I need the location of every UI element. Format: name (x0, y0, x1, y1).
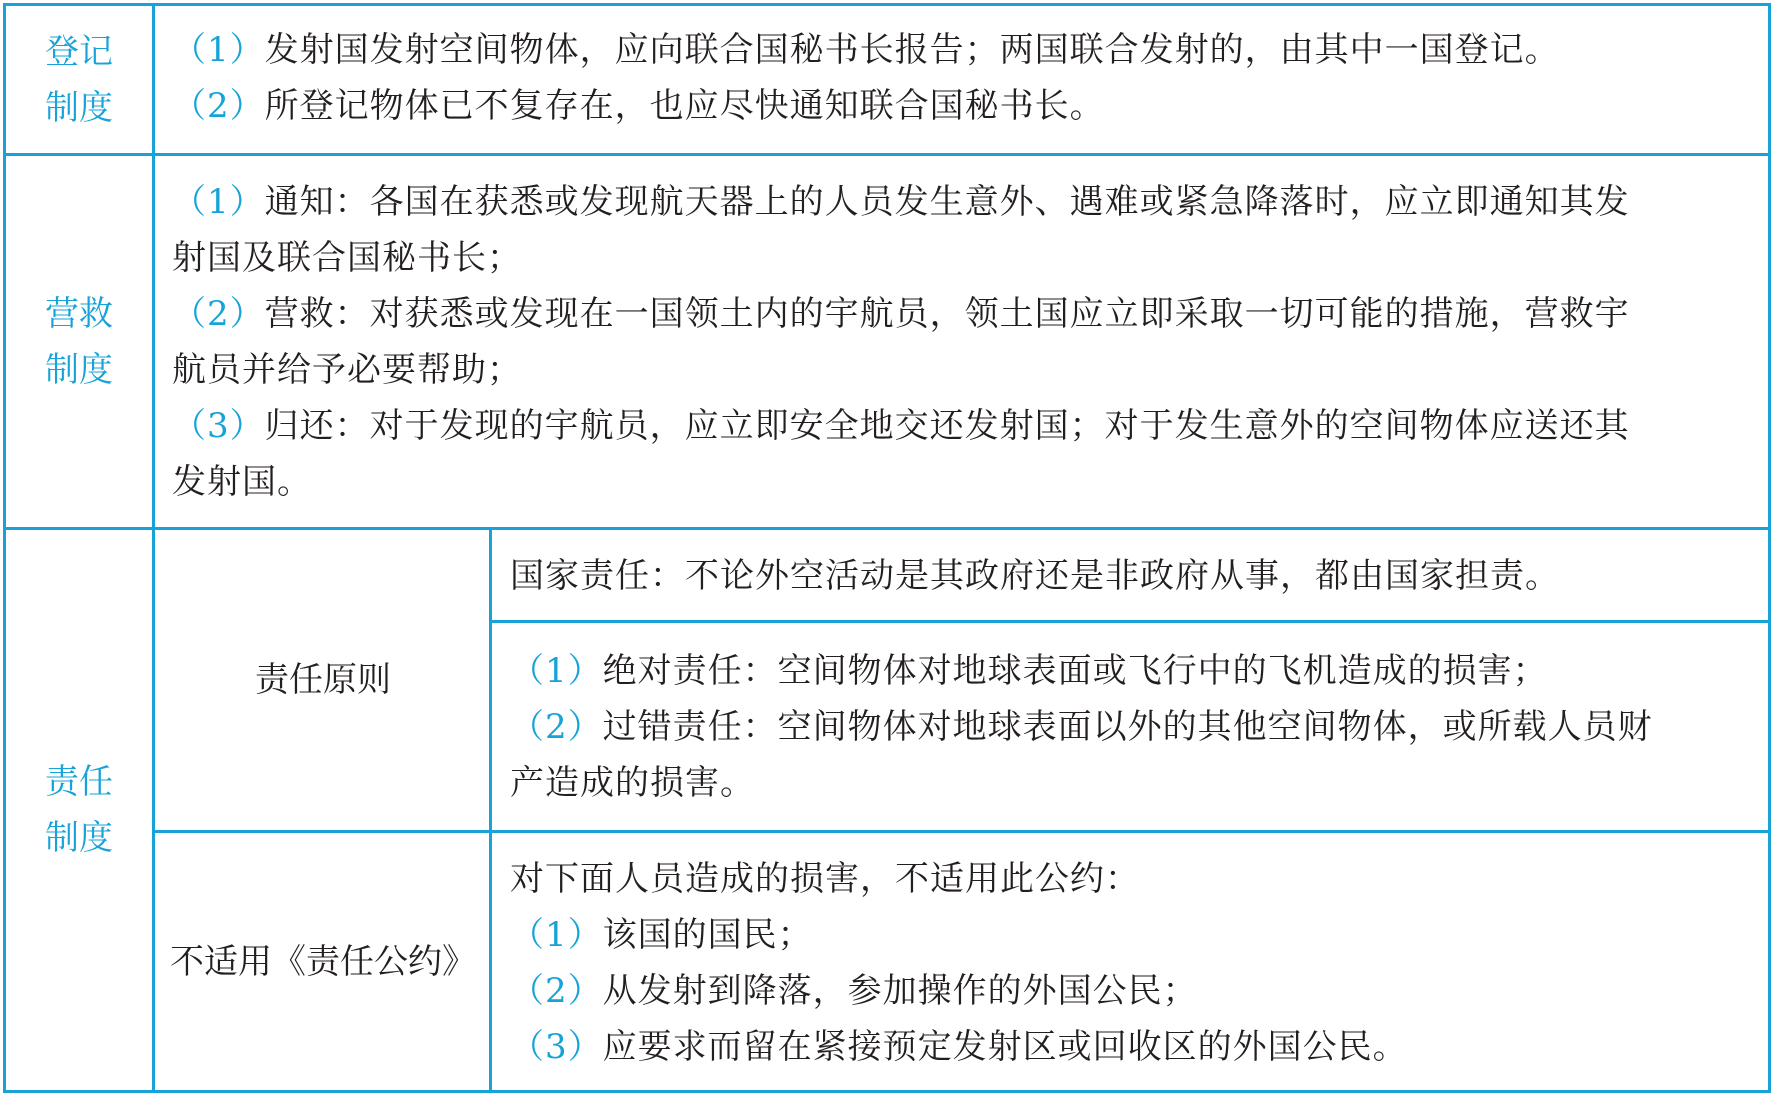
exclusion-content (510, 851, 1762, 1075)
registration-content (172, 22, 1762, 134)
row-divider-registration (6, 153, 1768, 156)
exclusion-line-2: （2）从发射到降落，参加操作的外国公民； (510, 971, 1198, 1011)
principle-line-3: 产造成的损害。 (510, 763, 755, 803)
exclusion-line-1: （1）该国的国民； (510, 915, 813, 955)
registration-line-1: （1）发射国发射空间物体，应向联合国秘书长报告；两国联合发射的，由其中一国登记。 (172, 30, 1560, 70)
rescue-line-5: （3）归还：对于发现的宇航员，应立即安全地交还发射国；对于发生意外的空间物体应送还其 (172, 406, 1630, 446)
subcategory-liability-exclusion: 不适用《责任公约》 (170, 941, 476, 982)
rescue-content (172, 174, 1762, 510)
rescue-line-6: 发射国。 (172, 462, 312, 502)
category-liability: 责任制度 (45, 762, 113, 858)
rescue-line-2: 射国及联合国秘书长； (172, 238, 522, 278)
rescue-line-4: 航员并给予必要帮助； (172, 350, 522, 390)
principle-line-1: （1）绝对责任：空间物体对地球表面或飞行中的飞机造成的损害； (510, 651, 1548, 691)
principle-content (510, 643, 1762, 811)
rescue-line-1: （1）通知：各国在获悉或发现航天器上的人员发生意外、遇难或紧急降落时，应立即通知其发 (172, 182, 1630, 222)
state-responsibility: 国家责任：不论外空活动是其政府还是非政府从事，都由国家担责。 (510, 556, 1560, 596)
category-rescue: 营救制度 (45, 293, 113, 390)
rescue-line-3: （2）营救：对获悉或发现在一国领土内的宇航员，领土国应立即采取一切可能的措施，营救宇 (172, 294, 1630, 334)
registration-line-2: （2）所登记物体已不复存在，也应尽快通知联合国秘书长。 (172, 86, 1105, 126)
exclusion-line-3: （3）应要求而留在紧接预定发射区或回收区的外国公民。 (510, 1027, 1408, 1067)
row-divider-principle-inner (492, 620, 1768, 623)
category-registration: 登记制度 (45, 31, 113, 128)
principle-line-2: （2）过错责任：空间物体对地球表面以外的其他空间物体，或所载人员财 (510, 707, 1653, 747)
exclusion-intro: 对下面人员造成的损害，不适用此公约： (510, 859, 1140, 899)
subcategory-liability-principle: 责任原则 (255, 660, 391, 700)
